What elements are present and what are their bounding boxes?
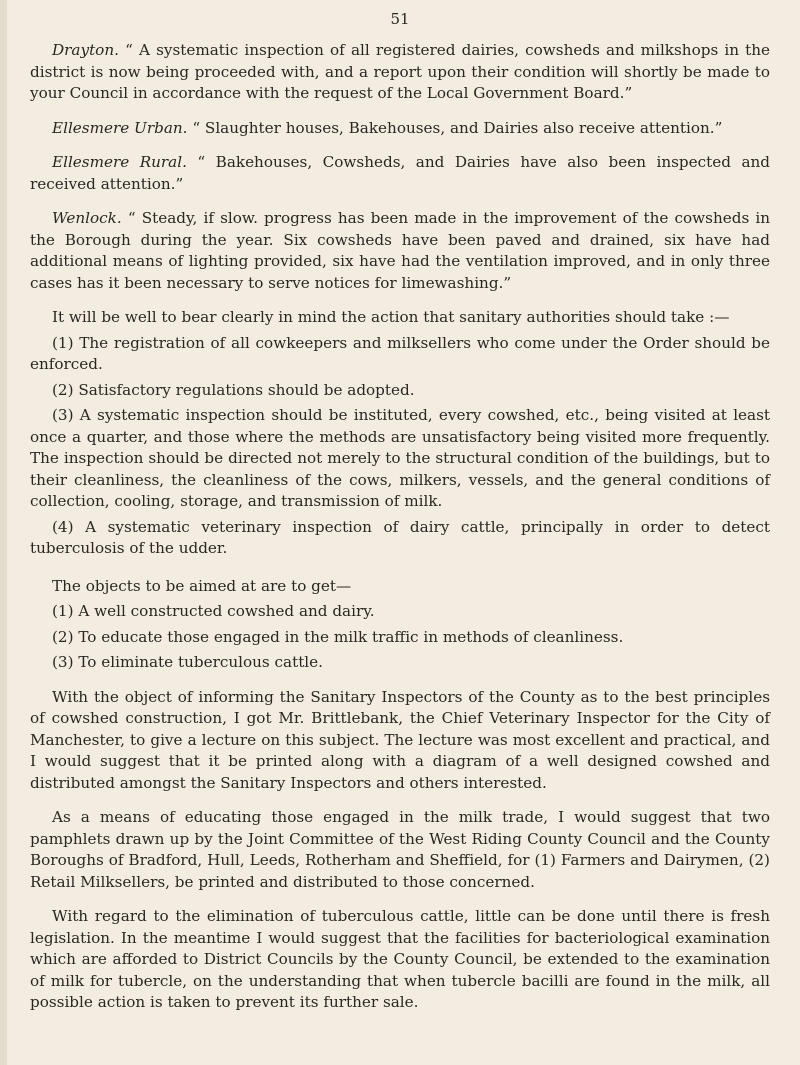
report-text: “ Slaughter houses, Bakehouses, and Dairies also receive attention.”	[192, 118, 723, 137]
report-ellesmere-rural	[30, 152, 770, 195]
actions-intro: It will be well to bear clearly in mind the action that sanitary authorities should take :—	[52, 308, 730, 326]
object-item: (1) A well constructed cowshed and dairy.	[52, 602, 375, 620]
paragraph-tuberculosis: With regard to the elimination of tuberculous cattle, little can be done until there is fresh legislation. In the meantime I would suggest that the facilities for bacteriological examination which are afforded to District Councils by the County Council, be extended to the examination of milk for tubercle, on the understanding that when tubercle bacilli are found in the milk, all possible action is taken to prevent its further sale.	[30, 907, 770, 1011]
report-text: “ A systematic inspection of all registered dairies, cowsheds and milkshops in the district is now being proceeded with, and a report upon their condition will shortly be made to your Council in accordance with the request of the Local Government Board.”	[30, 41, 771, 102]
action-item: (2) Satisfactory regulations should be adopted.	[52, 380, 415, 399]
place-name: Ellesmere Rural.	[52, 153, 187, 171]
report-ellesmere-urban	[30, 118, 770, 140]
objects-intro: The objects to be aimed at are to get—	[52, 576, 352, 595]
paragraph-lecture: With the object of informing the Sanitary Inspectors of the County as to the best principles of cowshed construction, I got Mr. Brittlebank, the Chief Veterinary Inspector for the City of Manchester, to give a lecture on this subject. The lecture was most excellent and practical, and I would suggest that it be printed along with a diagram of a well designed cowshed and distributed amongst the Sanitary Inspectors and others interested.	[30, 687, 770, 792]
report-drayton	[30, 40, 770, 105]
place-name: Ellesmere Urban.	[52, 118, 188, 137]
action-item: (1) The registration of all cowkeepers and milksellers who come under the Order should be enforced.	[30, 333, 770, 373]
action-item: (4) A systematic veterinary inspection of dairy cattle, principally in order to detect tuberculosis of the udder.	[30, 517, 770, 557]
page-number: 51	[390, 10, 410, 28]
place-name: Wenlock.	[52, 209, 122, 227]
object-item: (3) To eliminate tuberculous cattle.	[52, 653, 323, 671]
page-body	[30, 40, 770, 1014]
page-edge	[0, 0, 7, 1065]
report-text: “ Bakehouses, Cowsheds, and Dairies have also been inspected and received attention.”	[30, 153, 770, 193]
object-item: (2) To educate those engaged in the milk traffic in methods of cleanliness.	[52, 627, 624, 646]
place-name: Drayton.	[52, 41, 119, 59]
paragraph-pamphlets: As a means of educating those engaged in the milk trade, I would suggest that two pamphlets drawn up by the Joint Committee of the West Riding County Council and the County Boroughs of Bradford, Hull, Leeds, Rotherham and Sheffield, for (1) Farmers and Dairymen, (2) Retail Milksellers, be printed and distributed to those concerned.	[30, 808, 770, 891]
report-wenlock	[30, 208, 770, 294]
report-text: “ Steady, if slow. progress has been made in the improvement of the cowsheds in the Borough during the year. Six cowsheds have been paved and drained, six have had additional means of lighting provided, six have had the ventilation improved, and in only three cases has it been necessary to serve notices for limewashing.”	[30, 209, 771, 292]
action-item: (3) A systematic inspection should be instituted, every cowshed, etc., being visited at least once a quarter, and those where the methods are unsatisfactory being visited more frequently. The inspection should be directed not merely to the structural condition of the buildings, but to their cleanliness, the cleanliness of the cows, milkers, vessels, and the general conditions of collection, cooling, storage, and transmission of milk.	[30, 406, 770, 510]
